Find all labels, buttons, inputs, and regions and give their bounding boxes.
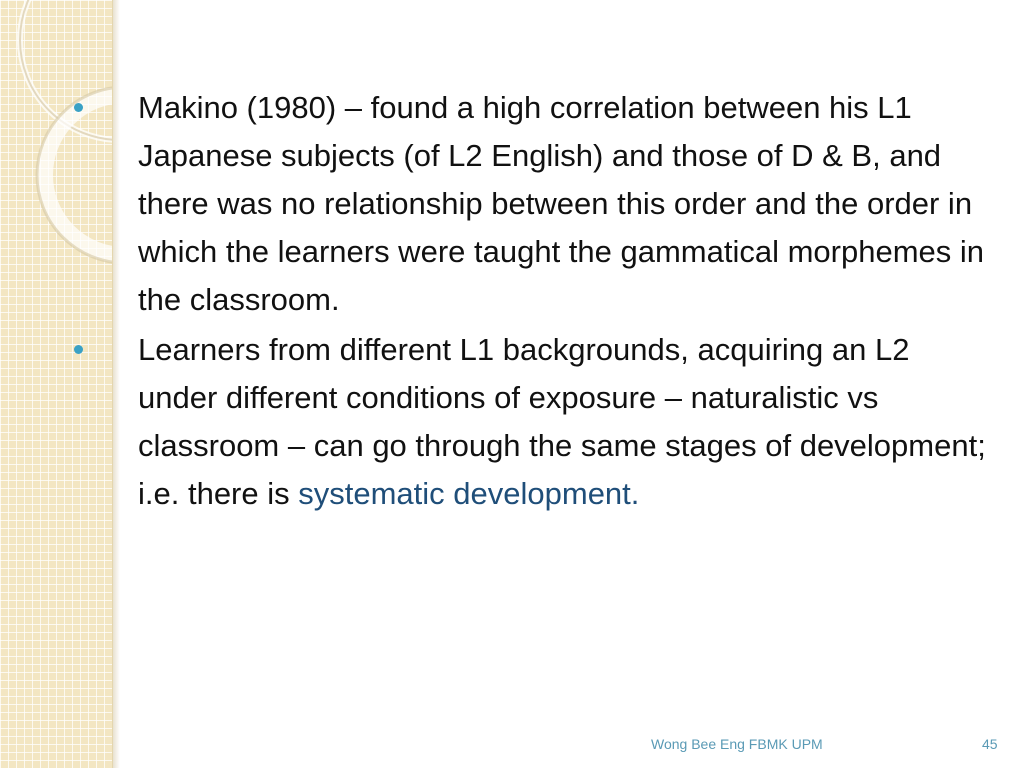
- bullet-dot-icon: [74, 345, 83, 354]
- decorative-side-panel: [0, 0, 113, 768]
- bullet-text: Learners from different L1 backgrounds, acquiring an L2 under different conditions of exposure – naturalistic vs classroom – can go through the same stages of development; i.e. there is: [138, 332, 986, 511]
- page-number: 45: [982, 736, 998, 752]
- bullet-text: Makino (1980) – found a high correlation between his L1 Japanese subjects (of L2 English) and those of D & B, and there was no relationship between this order and the order in which the learners were taught the gammatical morphemes in the classroom.: [138, 90, 985, 317]
- bullet-item-learners: [138, 326, 988, 518]
- side-panel-shadow: [113, 0, 120, 768]
- highlighted-term: systematic development.: [298, 476, 640, 511]
- footer-author: Wong Bee Eng FBMK UPM: [651, 736, 823, 752]
- decorative-rings: [0, 0, 113, 768]
- slide-body: [138, 84, 988, 520]
- bullet-dot-icon: [74, 103, 83, 112]
- bullet-item-makino: [138, 84, 988, 324]
